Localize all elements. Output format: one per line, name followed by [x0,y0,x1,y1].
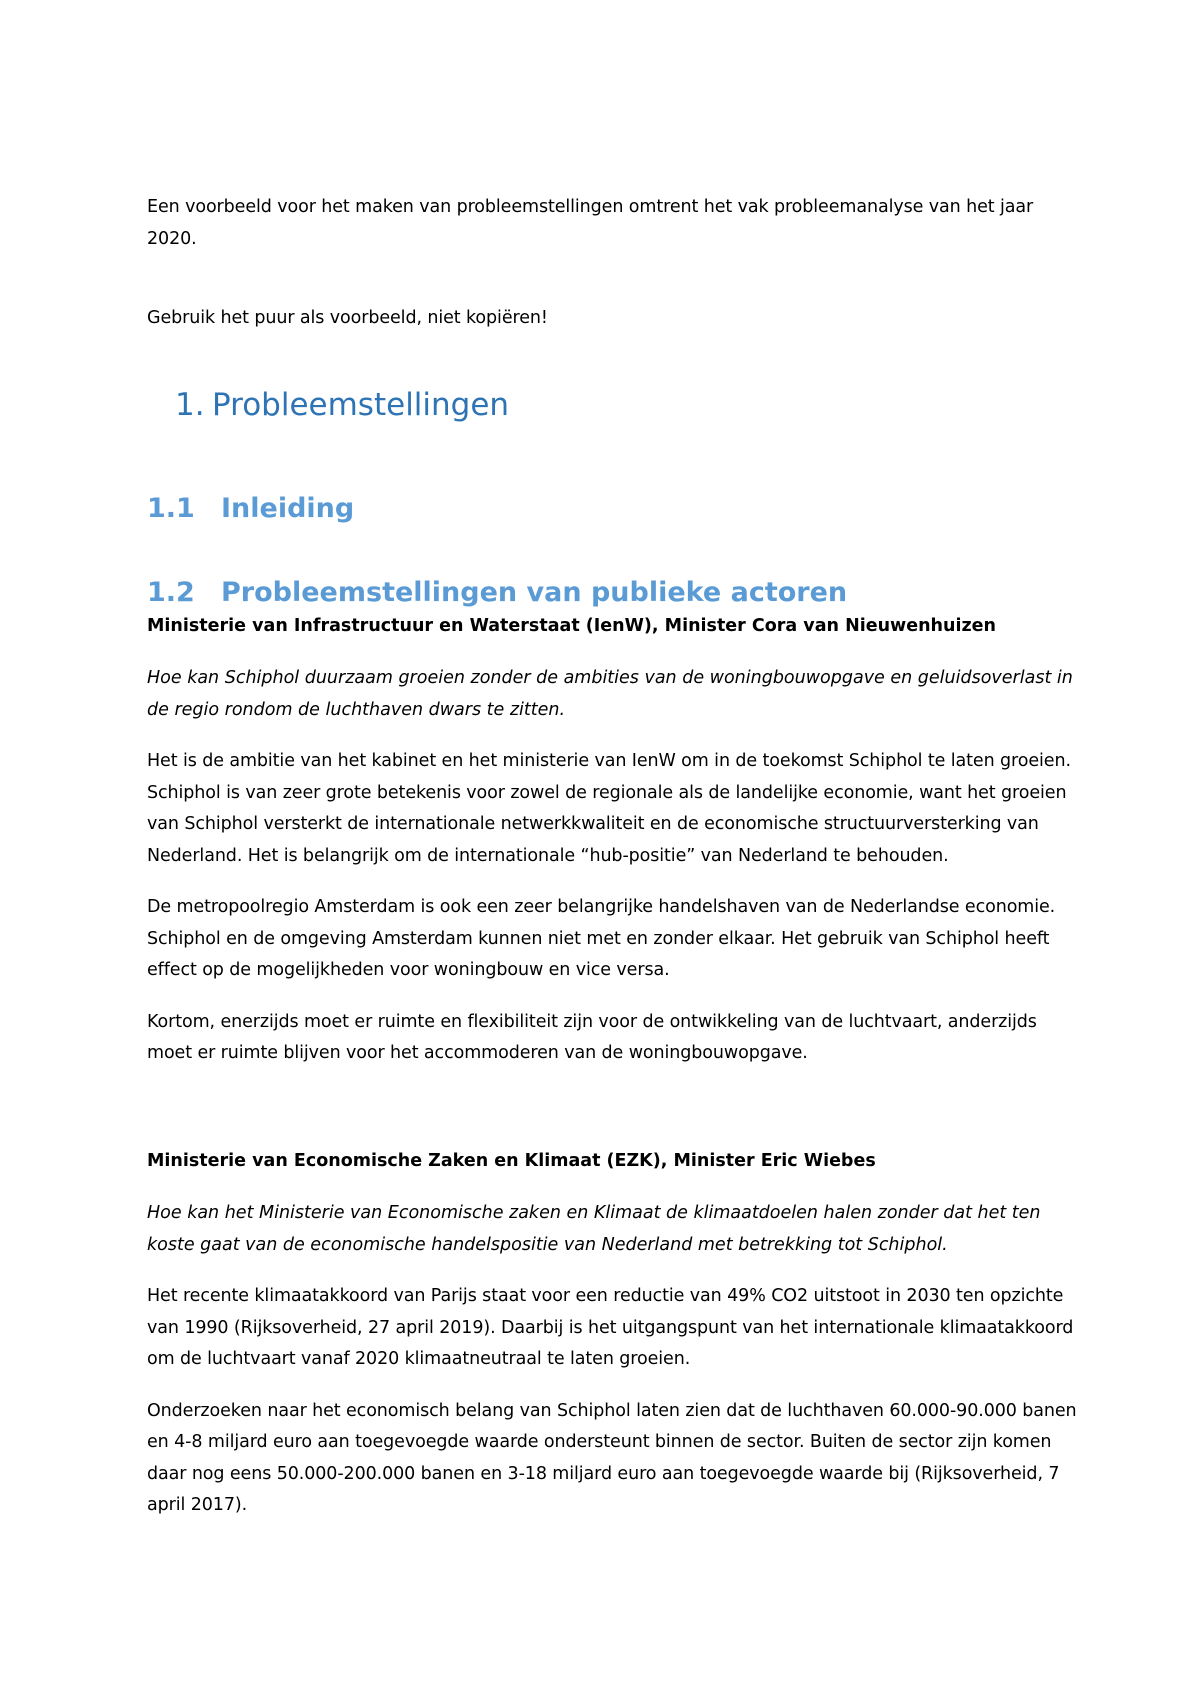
paragraph: Kortom, enerzijds moet er ruimte en flexibiliteit zijn voor de ontwikkeling van de luchtvaart, anderzijds moet er ruimte blijven voor het accommoderen van de woningbouwopgave. [147,1011,1037,1063]
heading-title: Probleemstellingen [212,386,510,423]
heading-number: 1. [175,386,205,423]
intro-text: Een voorbeeld voor het maken van probleemstellingen omtrent het vak probleemanalyse van het jaar 2020. [147,197,1034,249]
heading-title: Inleiding [221,492,355,524]
heading-number: 1.2 [147,576,195,608]
paragraph: De metropoolregio Amsterdam is ook een zeer belangrijke handelshaven van de Nederlandse economie. Schiphol en de omgeving Amsterdam kunnen niet met en zonder elkaar. Het gebruik van Schiphol heeft effect op de mogelijkheden voor woningbouw en vice versa. [147,897,1056,980]
heading-inleiding [147,491,1077,527]
intro-warning: Gebruik het puur als voorbeeld, niet kopiëren! [147,308,548,328]
paragraph: Het is de ambitie van het kabinet en het ministerie van IenW om in de toekomst Schiphol te laten groeien. Schiphol is van zeer grote betekenis voor zowel de regionale als de landelijke economie, want het groeien van Schiphol versterkt de internationale netwerkkwaliteit en de economische structuurversterking van Nederland. Het is belangrijk om de internationale “hub-positie” van Nederland te behouden. [147,751,1071,866]
paragraph: Het recente klimaatakkoord van Parijs staat voor een reductie van 49% CO2 uitstoot in 2030 ten opzichte van 1990 (Rijksoverheid, 27 april 2019). Daarbij is het uitgangspunt van het internationale klimaatakkoord om de luchtvaart vanaf 2020 klimaatneutraal te laten groeien. [147,1286,1074,1369]
heading-publieke-actoren [147,575,1077,611]
question-ienw: Hoe kan Schiphol duurzaam groeien zonder de ambities van de woningbouwopgave en geluidsoverlast in de regio rondom de luchthaven dwars te zitten. [147,668,1073,720]
subheading-ezk: Ministerie van Economische Zaken en Klimaat (EZK), Minister Eric Wiebes [147,1150,876,1171]
subheading-ienw: Ministerie van Infrastructuur en Waterstaat (IenW), Minister Cora van Nieuwenhuizen [147,615,996,636]
heading-title: Probleemstellingen van publieke actoren [221,576,848,608]
heading-probleemstellingen [175,385,1077,425]
paragraph: Onderzoeken naar het economisch belang van Schiphol laten zien dat de luchthaven 60.000-90.000 banen en 4-8 miljard euro aan toegevoegde waarde ondersteunt binnen de sector. Buiten de sector zijn komen daar nog eens 50.000-200.000 banen en 3-18 miljard euro aan toegevoegde waarde bij (Rijksoverheid, 7 april 2017). [147,1400,1077,1515]
heading-number: 1.1 [147,492,195,524]
question-ezk: Hoe kan het Ministerie van Economische zaken en Klimaat de klimaatdoelen halen zonder dat het ten koste gaat van de economische handelspositie van Nederland met betrekking tot Schiphol. [147,1203,1041,1255]
document-page [147,192,1077,1522]
